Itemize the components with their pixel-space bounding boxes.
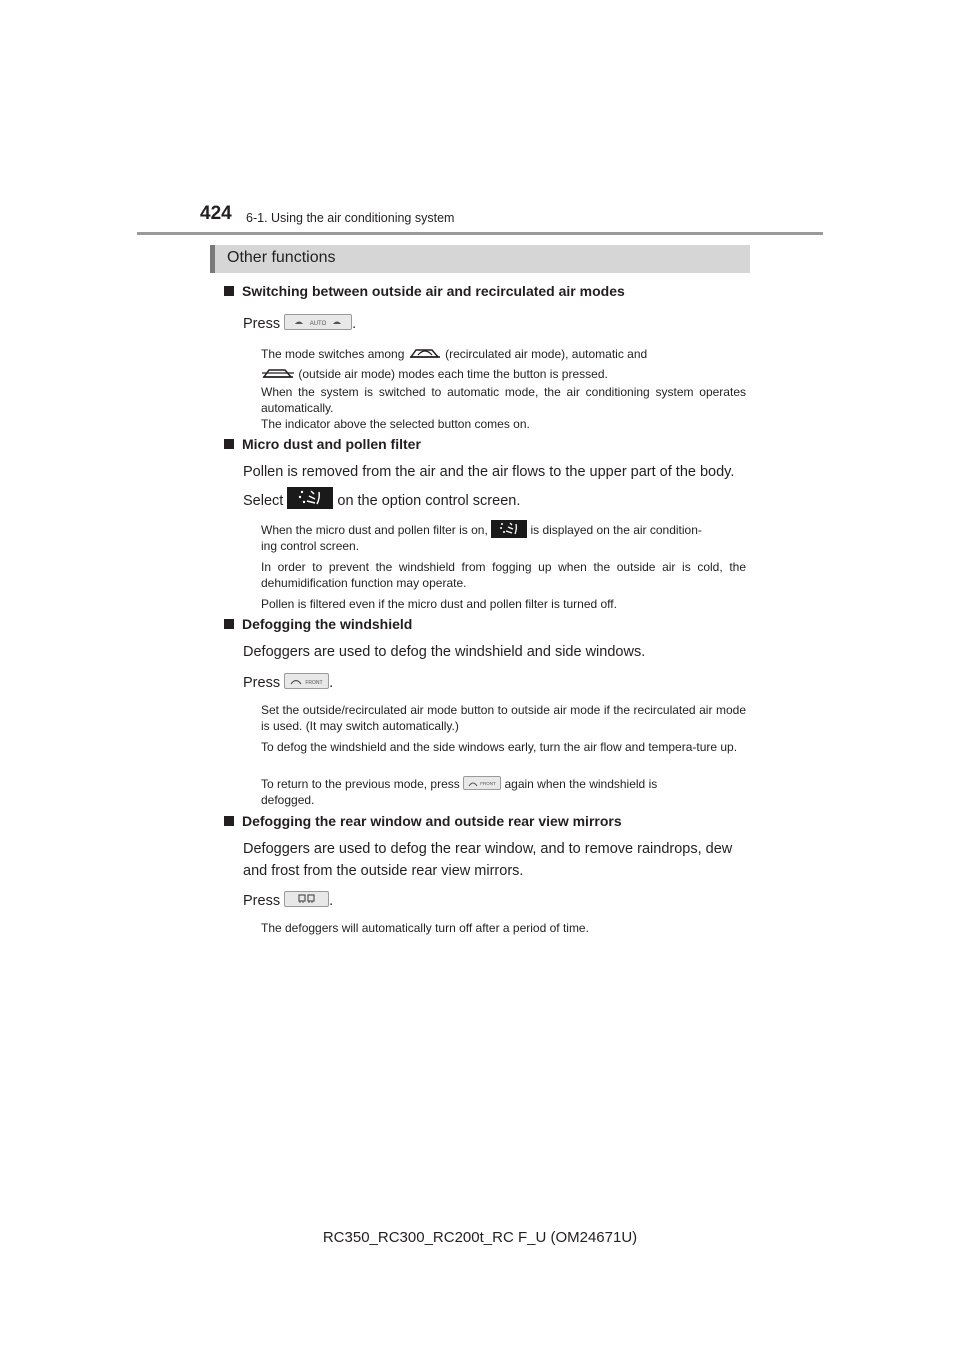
note-pollen-off: Pollen is filtered even if the micro dust and pollen filter is turned off. — [261, 597, 617, 611]
note-text: defogged. — [261, 793, 315, 807]
heading-defog-rear-text: Defogging the rear window and outside rear view mirrors — [242, 813, 622, 829]
heading-defog-windshield-text: Defogging the windshield — [242, 616, 413, 632]
note-auto-off: The defoggers will automatically turn off after a period of time. — [261, 921, 589, 935]
note-text: When the micro dust and pollen filter is on, — [261, 523, 488, 537]
header-rule — [137, 232, 823, 235]
page-number: 424 — [200, 203, 232, 224]
heading-pollen-filter-text: Micro dust and pollen filter — [242, 436, 421, 452]
heading-air-modes-text: Switching between outside air and recirculated air modes — [242, 283, 625, 299]
note-text: (outside air mode) modes each time the button is pressed. — [298, 367, 608, 381]
note-pollen-displayed — [261, 520, 746, 554]
auto-label: AUTO — [309, 321, 327, 327]
note-text: (recirculated air mode), automatic and — [445, 347, 648, 361]
chapter-title: 6-1. Using the air conditioning system — [246, 211, 455, 225]
period: . — [329, 893, 334, 909]
outside-air-icon — [261, 365, 295, 385]
heading-defog-rear — [224, 813, 622, 829]
heading-pollen-filter — [224, 436, 421, 452]
section-title: Other functions — [227, 249, 336, 266]
note-defog-early: To defog the windshield and the side windows early, turn the air flow and tempera-ture up. — [261, 740, 738, 754]
pollen-filter-small-icon — [491, 520, 527, 538]
select-label: Select — [243, 493, 284, 509]
note-air-mode-cycle — [261, 345, 746, 385]
pollen-filter-icon — [287, 487, 333, 509]
note-text: ing control screen. — [261, 539, 360, 553]
heading-air-modes — [224, 283, 625, 299]
note-dehumidification: In order to prevent the windshield from fogging up when the outside air is cold, the dehumidification function may operate. — [261, 560, 746, 590]
select-pollen-line — [243, 487, 748, 512]
rear-defogger-button-icon — [284, 891, 329, 907]
section-header — [210, 245, 750, 273]
press-front-line — [243, 672, 748, 694]
heading-defog-windshield — [224, 616, 412, 632]
air-mode-button-icon — [284, 314, 352, 330]
pollen-filter-text: Pollen is removed from the air and the air flows to the upper part of the body. — [243, 464, 735, 480]
front-label: FRONT — [480, 781, 496, 786]
select-text: on the option control screen. — [337, 493, 521, 509]
press-label: Press — [243, 893, 281, 909]
front-label: FRONT — [305, 680, 323, 686]
note-text: To return to the previous mode, press — [261, 777, 460, 791]
front-defogger-button-small-icon — [463, 776, 501, 790]
press-label: Press — [243, 675, 281, 691]
note-return-previous — [261, 776, 746, 808]
note-automatic: When the system is switched to automatic mode, the air conditioning system operates automatically. — [261, 385, 746, 415]
bullet-square-icon — [224, 619, 234, 629]
note-text: The mode switches among — [261, 347, 405, 361]
note-text: again when the windshield is — [504, 777, 658, 791]
recirculated-air-icon — [408, 345, 442, 365]
press-label: Press — [243, 316, 281, 332]
press-rear-line — [243, 890, 748, 912]
front-defogger-button-icon — [284, 673, 329, 689]
press-air-mode-line — [243, 313, 748, 335]
defog-windshield-text: Defoggers are used to defog the windshield and side windows. — [243, 644, 646, 660]
bullet-square-icon — [224, 816, 234, 826]
bullet-square-icon — [224, 439, 234, 449]
period: . — [352, 316, 357, 332]
note-text: is displayed on the air condition- — [530, 523, 702, 537]
defog-rear-text: Defoggers are used to defog the rear window, and to remove raindrops, dew and frost from the outside rear view mirrors. — [243, 841, 733, 879]
bullet-square-icon — [224, 286, 234, 296]
period: . — [329, 675, 334, 691]
note-outside-air: Set the outside/recirculated air mode button to outside air mode if the recirculated air mode is used. (It may switch automatically.) — [261, 703, 746, 733]
footer-model-code: RC350_RC300_RC200t_RC F_U (OM24671U) — [322, 1229, 638, 1246]
note-indicator: The indicator above the selected button comes on. — [261, 417, 530, 431]
